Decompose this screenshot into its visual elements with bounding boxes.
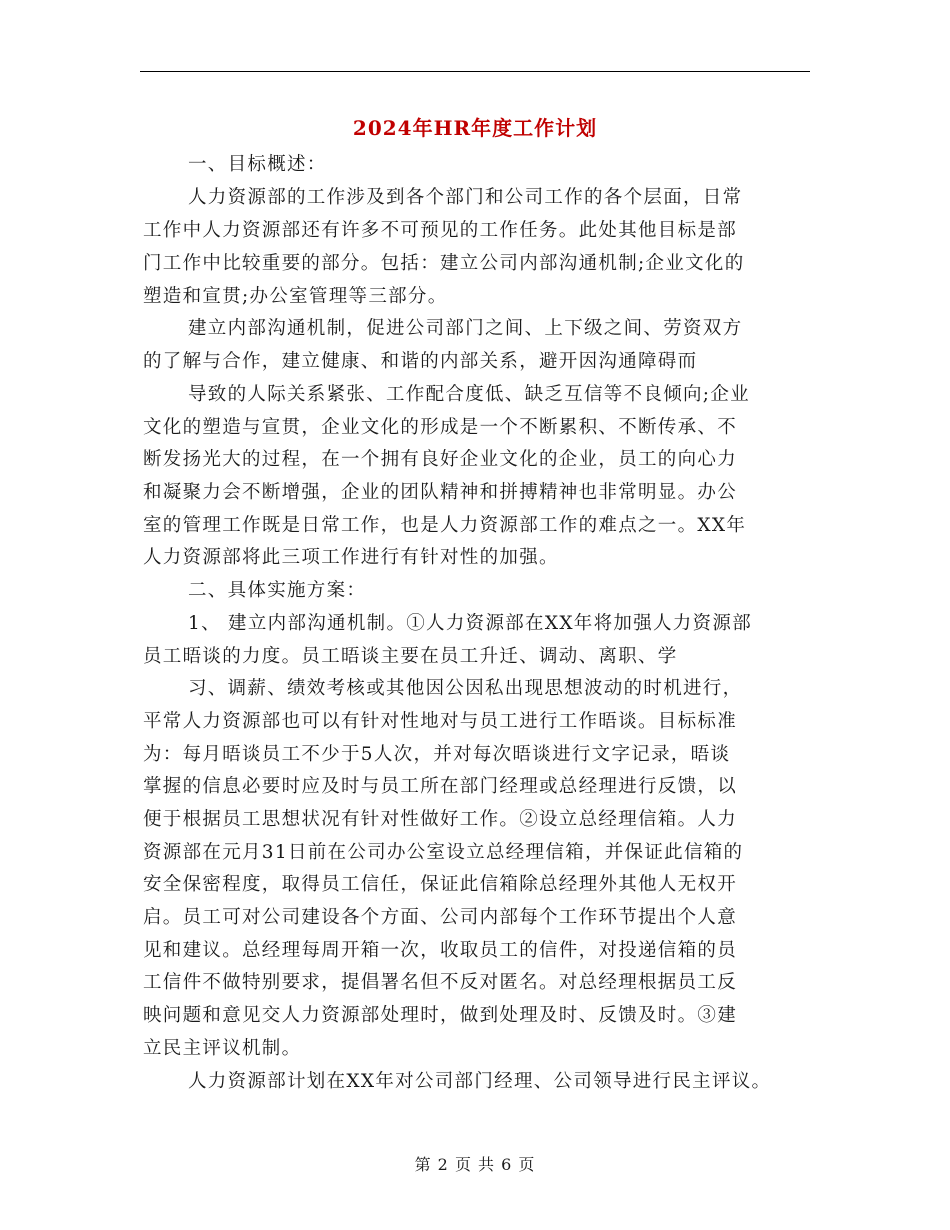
paragraph-line: 导致的人际关系紧张、工作配合度低、缺乏互信等不良倾向;企业 <box>188 384 750 405</box>
page-footer: 第 2 页 共 6 页 <box>414 1155 536 1174</box>
paragraph-line: 室的管理工作既是日常工作，也是人力资源部工作的难点之一。XX年 <box>143 515 747 536</box>
paragraph-line: 工作中人力资源部还有许多不可预见的工作任务。此处其他目标是部 <box>143 220 738 241</box>
paragraph-line: 和凝聚力会不断增强，企业的团队精神和拼搏精神也非常明显。办公 <box>143 482 738 503</box>
paragraph-line: 见和建议。总经理每周开箱一次，收取员工的信件，对投递信箱的员 <box>143 940 738 961</box>
section-heading-1: 一、目标概述： <box>188 154 327 175</box>
paragraph-line: 文化的塑造与宣贯，企业文化的形成是一个不断累积、不断传承、不 <box>143 417 738 438</box>
paragraph-line: 便于根据员工思想状况有针对性做好工作。②设立总经理信箱。人力 <box>143 809 738 830</box>
paragraph-line: 人力资源部将此三项工作进行有针对性的加强。 <box>143 547 559 568</box>
paragraph-line: 立民主评议机制。 <box>143 1038 302 1059</box>
paragraph-line: 工信件不做特别要求，提倡署名但不反对匿名。对总经理根据员工反 <box>143 972 738 993</box>
paragraph-line: 安全保密程度，取得员工信任，保证此信箱除总经理外其他人无权开 <box>143 874 738 895</box>
document-title: 2024年HR年度工作计划 <box>352 116 598 140</box>
paragraph-line: 为：每月晤谈员工不少于5人次，并对每次晤谈进行文字记录，晤谈 <box>143 744 731 765</box>
paragraph-line: 人力资源部计划在XX年对公司部门经理、公司领导进行民主评议。 <box>188 1071 772 1092</box>
paragraph-line: 员工晤谈的力度。员工晤谈主要在员工升迁、调动、离职、学 <box>143 646 678 667</box>
paragraph-line: 人力资源部的工作涉及到各个部门和公司工作的各个层面，日常 <box>188 187 743 208</box>
paragraph-line: 建立内部沟通机制，促进公司部门之间、上下级之间、劳资双方 <box>188 318 743 339</box>
paragraph-line: 启。员工可对公司建设各个方面、公司内部每个工作环节提出个人意 <box>143 907 738 928</box>
paragraph-line: 塑造和宣贯;办公室管理等三部分。 <box>143 286 448 307</box>
paragraph-line: 掌握的信息必要时应及时与员工所在部门经理或总经理进行反馈，以 <box>143 776 738 797</box>
paragraph-line: 资源部在元月31日前在公司办公室设立总经理信箱，并保证此信箱的 <box>143 842 744 863</box>
paragraph-line: 断发扬光大的过程，在一个拥有良好企业文化的企业，员工的向心力 <box>143 449 738 470</box>
header-rule <box>140 71 810 72</box>
paragraph-line: 平常人力资源部也可以有针对性地对与员工进行工作晤谈。目标标准 <box>143 711 738 732</box>
paragraph-line: 1、 建立内部沟通机制。①人力资源部在XX年将加强人力资源部 <box>188 613 752 634</box>
paragraph-line: 的了解与合作，建立健康、和谐的内部关系，避开因沟通障碍而 <box>143 351 698 372</box>
paragraph-line: 习、调薪、绩效考核或其他因公因私出现思想波动的时机进行， <box>188 678 743 699</box>
section-heading-2: 二、具体实施方案： <box>188 580 367 601</box>
paragraph-line: 门工作中比较重要的部分。包括：建立公司内部沟通机制;企业文化的 <box>143 253 745 274</box>
paragraph-line: 映问题和意见交人力资源部处理时，做到处理及时、反馈及时。③建 <box>143 1005 738 1026</box>
